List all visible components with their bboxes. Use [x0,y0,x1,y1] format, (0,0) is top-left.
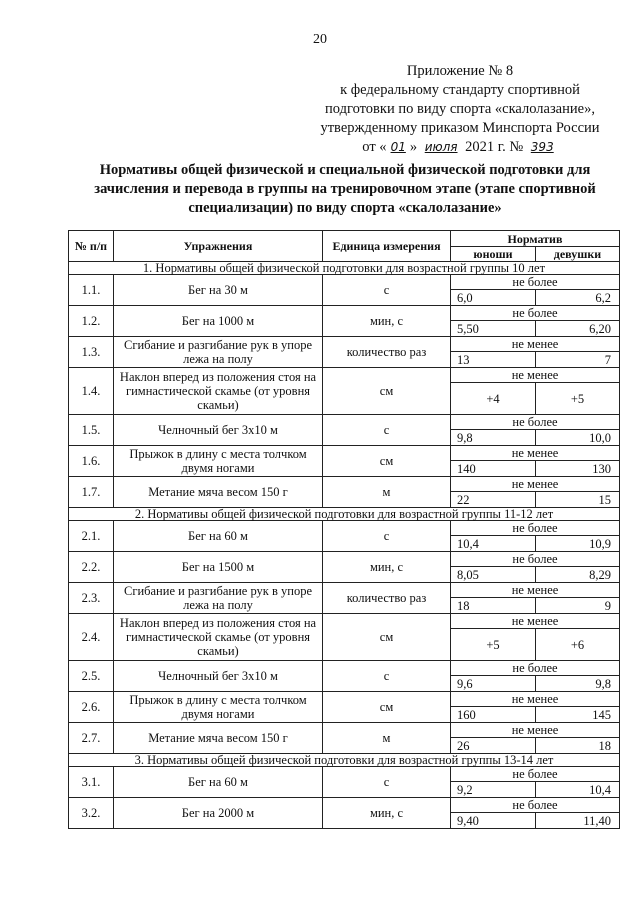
girls-value: 6,2 [536,290,620,306]
table-row [69,337,620,352]
girls-value: 15 [536,492,620,508]
girls-value: +6 [536,629,620,661]
exercise-name: Сгибание и разгибание рук в упоре лежа на полу [114,337,323,368]
norm-condition: не более [451,275,620,290]
girls-value: 7 [536,352,620,368]
year-label: 2021 г. № [465,139,524,155]
norm-condition: не более [451,798,620,813]
exercise-name: Бег на 60 м [114,767,323,798]
row-number: 1.4. [69,368,114,415]
girls-value: 9 [536,598,620,614]
table-row [69,723,620,738]
table-row [69,306,620,321]
group-title: 2. Нормативы общей физической подготовки для возрастной группы 11-12 лет [69,508,620,521]
boys-value: 140 [451,461,536,477]
unit: м [323,477,451,508]
table-row [69,368,620,383]
table-row [69,767,620,782]
unit: количество раз [323,337,451,368]
table-row [69,692,620,707]
boys-value: 9,8 [451,430,536,446]
exercise-name: Челночный бег 3х10 м [114,415,323,446]
unit: см [323,692,451,723]
handwritten-day: 01 [390,140,406,154]
header-norm: Норматив [451,231,620,247]
table-row [69,583,620,598]
exercise-name: Бег на 1500 м [114,552,323,583]
row-number: 1.3. [69,337,114,368]
girls-value: 11,40 [536,813,620,829]
girls-value: 18 [536,738,620,754]
group-title: 3. Нормативы общей физической подготовки для возрастной группы 13-14 лет [69,754,620,767]
row-number: 3.2. [69,798,114,829]
unit: м [323,723,451,754]
group-header-row [69,508,620,521]
row-number: 2.1. [69,521,114,552]
boys-value: 9,6 [451,676,536,692]
table-row [69,798,620,813]
exercise-name: Бег на 60 м [114,521,323,552]
table-row [69,446,620,461]
norm-condition: не более [451,552,620,567]
document-title: Нормативы общей физической и специальной физической подготовки для зачисления и перевода в группы на тренировочном этапе (этапе спортивной специализации) по виду спорта «скалолазание» [94,162,596,216]
handwritten-month: июля [424,140,458,154]
appendix-line: утвержденному приказом Минспорта России [320,120,600,136]
exercise-name: Наклон вперед из положения стоя на гимнастической скамье (от уровня скамьи) [114,368,323,415]
norm-condition: не менее [451,692,620,707]
norm-condition: не менее [451,723,620,738]
boys-value: 8,05 [451,567,536,583]
exercise-name: Сгибание и разгибание рук в упоре лежа на полу [114,583,323,614]
girls-value: +5 [536,383,620,415]
unit: с [323,521,451,552]
header-boys: юноши [451,247,536,262]
norm-condition: не менее [451,446,620,461]
header-unit: Единица измерения [323,231,451,262]
header-girls: девушки [536,247,620,262]
row-number: 2.4. [69,614,114,661]
boys-value: +4 [451,383,536,415]
unit: с [323,661,451,692]
girls-value: 6,20 [536,321,620,337]
row-number: 1.6. [69,446,114,477]
row-number: 2.2. [69,552,114,583]
table-row [69,521,620,536]
boys-value: 9,40 [451,813,536,829]
girls-value: 8,29 [536,567,620,583]
norm-condition: не более [451,661,620,676]
table-row [69,477,620,492]
date-mid: » [409,139,418,155]
unit: количество раз [323,583,451,614]
norm-condition: не более [451,521,620,536]
girls-value: 10,0 [536,430,620,446]
boys-value: +5 [451,629,536,661]
boys-value: 160 [451,707,536,723]
unit: см [323,368,451,415]
date-prefix: от « [362,139,387,155]
appendix-line: к федеральному стандарту спортивной [340,82,580,98]
boys-value: 18 [451,598,536,614]
norm-condition: не менее [451,614,620,629]
exercise-name: Бег на 2000 м [114,798,323,829]
norm-condition: не менее [451,368,620,383]
exercise-name: Метание мяча весом 150 г [114,477,323,508]
group-header-row [69,754,620,767]
unit: с [323,415,451,446]
norm-condition: не менее [451,477,620,492]
boys-value: 22 [451,492,536,508]
boys-value: 26 [451,738,536,754]
unit: мин, с [323,798,451,829]
unit: см [323,446,451,477]
boys-value: 10,4 [451,536,536,552]
row-number: 1.7. [69,477,114,508]
girls-value: 9,8 [536,676,620,692]
boys-value: 13 [451,352,536,368]
norm-condition: не более [451,767,620,782]
girls-value: 10,4 [536,782,620,798]
exercise-name: Бег на 30 м [114,275,323,306]
unit: с [323,767,451,798]
exercise-name: Прыжок в длину с места толчком двумя ногами [114,446,323,477]
table-row [69,275,620,290]
table-row [69,614,620,629]
exercise-name: Метание мяча весом 150 г [114,723,323,754]
group-header-row [69,262,620,275]
header-exercise: Упражнения [114,231,323,262]
exercise-name: Наклон вперед из положения стоя на гимнастической скамье (от уровня скамьи) [114,614,323,661]
girls-value: 145 [536,707,620,723]
norm-condition: не менее [451,583,620,598]
table-row [69,415,620,430]
norm-condition: не более [451,415,620,430]
row-number: 3.1. [69,767,114,798]
girls-value: 10,9 [536,536,620,552]
girls-value: 130 [536,461,620,477]
unit: см [323,614,451,661]
boys-value: 6,0 [451,290,536,306]
handwritten-number: 393 [530,140,554,154]
row-number: 2.3. [69,583,114,614]
exercise-name: Прыжок в длину с места толчком двумя ногами [114,692,323,723]
unit: мин, с [323,306,451,337]
standards-table [68,230,620,829]
norm-condition: не менее [451,337,620,352]
page-number: 20 [313,32,327,47]
header-num: № п/п [69,231,114,262]
unit: с [323,275,451,306]
appendix-block [300,62,620,157]
row-number: 1.2. [69,306,114,337]
appendix-line: подготовки по виду спорта «скалолазание», [325,101,595,117]
order-date-line [300,138,620,157]
exercise-name: Бег на 1000 м [114,306,323,337]
appendix-line: Приложение № 8 [406,63,514,79]
table-row [69,661,620,676]
exercise-name: Челночный бег 3х10 м [114,661,323,692]
row-number: 2.5. [69,661,114,692]
boys-value: 5,50 [451,321,536,337]
norm-condition: не более [451,306,620,321]
row-number: 2.6. [69,692,114,723]
row-number: 1.5. [69,415,114,446]
unit: мин, с [323,552,451,583]
group-title: 1. Нормативы общей физической подготовки для возрастной группы 10 лет [69,262,620,275]
row-number: 1.1. [69,275,114,306]
table-row [69,552,620,567]
row-number: 2.7. [69,723,114,754]
boys-value: 9,2 [451,782,536,798]
